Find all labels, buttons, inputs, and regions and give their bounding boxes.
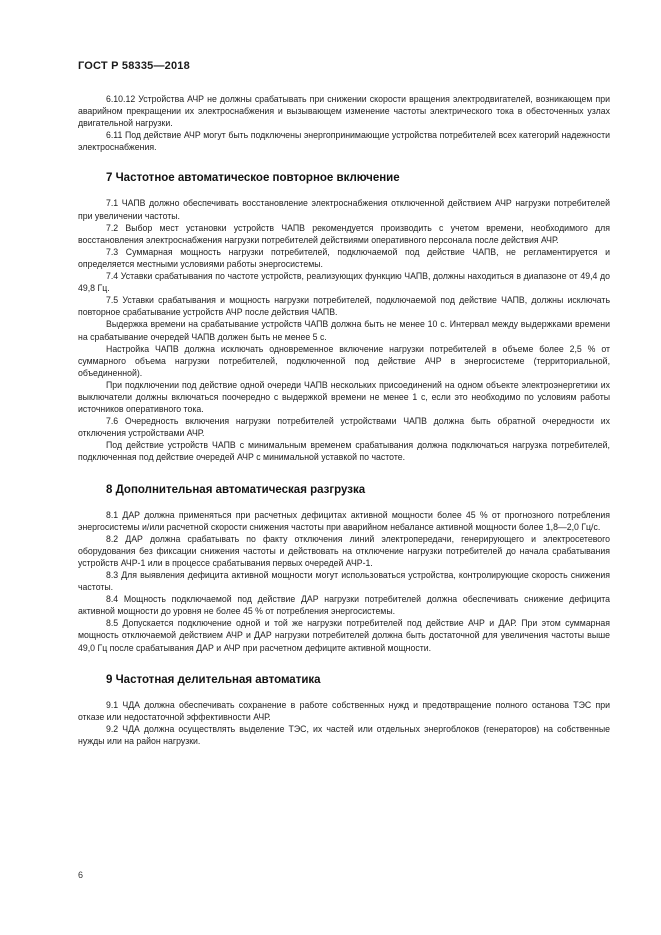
paragraph: 8.3 Для выявления дефицита активной мощности могут использоваться устройства, контролирующие скорость снижения частоты. xyxy=(78,570,610,593)
paragraph: 8.2 ДАР должна срабатывать по факту отключения линий электропередачи, генерирующего и электросетевого оборудования без фиксации снижения частоты и действовать на отключение нагрузки потребителей до начала срабатывания устройств АЧР-1 или в процессе срабатывания первых очередей АЧР-1. xyxy=(78,533,610,568)
paragraph: При подключении под действие одной очереди ЧАПВ нескольких присоединений на одном объекте электроэнергетики их выключатели должны включаться поочередно с выдержкой времени не менее 1 с, если это необходимо по условиям работы источников оперативного тока. xyxy=(78,379,610,415)
paragraph: 8.1 ДАР должна применяться при расчетных дефицитах активной мощности более 45 % от прогнозного потребления энергосистемы и/или расчетной скорости снижения частоты при аварийном небалансе активной мощности более 1,8—2,0 Гц/с. xyxy=(78,509,610,532)
section-8-heading: 8 Дополнительная автоматическая разгрузка xyxy=(106,483,366,496)
paragraph: 7.6 Очередность включения нагрузки потребителей устройствами ЧАПВ должна быть обратной очередности их отключения устройствами АЧР. xyxy=(78,416,610,439)
paragraph: Настройка ЧАПВ должна исключать одновременное включение нагрузки потребителей в объеме более 2,5 % от суммарного объема нагрузки потребителей, подключенной под действие АЧР в энергосистеме (территориальной, объединенной). xyxy=(78,343,610,378)
paragraph: Под действие устройств ЧАПВ с минимальным временем срабатывания должна подключаться нагрузка потребителей, подключенная под действие очередей АЧР с минимальной уставкой по частоте. xyxy=(78,440,610,463)
document-body xyxy=(78,93,610,747)
section-7-heading: 7 Частотное автоматическое повторное включение xyxy=(106,172,400,185)
paragraph: 7.4 Уставки срабатывания по частоте устройств, реализующих функцию ЧАПВ, должны находиться в диапазоне от 49,4 до 49,8 Гц. xyxy=(78,271,610,294)
paragraph: 6.10.12 Устройства АЧР не должны срабатывать при снижении скорости вращения электродвигателей, возникающем при аварийном прекращении их электроснабжения и вызывающем изменение частоты электрического тока в обесточенных узлах двигательной нагрузки. xyxy=(78,94,610,129)
paragraph: 7.5 Уставки срабатывания и мощность нагрузки потребителей, подключаемой под действие ЧАПВ, должны исключать повторное срабатывание устройств АЧР после действия ЧАПВ. xyxy=(78,295,610,318)
paragraph: 9.2 ЧДА должна осуществлять выделение ТЭС, их частей или отдельных энергоблоков (генераторов) на собственные нужды или на район нагрузки. xyxy=(78,723,610,746)
page-number: 6 xyxy=(78,870,84,880)
paragraph: 7.2 Выбор мест установки устройств ЧАПВ рекомендуется производить с учетом времени, необходимого для восстановления электроснабжения нагрузки потребителей действиями оперативного персонала после действия АЧР. xyxy=(78,222,610,245)
paragraph: 8.4 Мощность подключаемой под действие ДАР нагрузки потребителей должна обеспечивать снижение дефицита активной мощности до уровня не более 45 % от потребления энергосистемы. xyxy=(78,594,610,617)
document-header: ГОСТ Р 58335—2018 xyxy=(78,60,190,72)
paragraph: Выдержка времени на срабатывание устройств ЧАПВ должна быть не менее 10 с. Интервал между выдержками времени на срабатывание очередей ЧАПВ должен быть не менее 5 с. xyxy=(78,319,610,342)
paragraph: 6.11 Под действие АЧР могут быть подключены энергопринимающие устройства потребителей всех категорий надежности электроснабжения. xyxy=(78,130,610,153)
paragraph: 7.1 ЧАПВ должно обеспечивать восстановление электроснабжения отключенной действием АЧР нагрузки потребителей при увеличении частоты. xyxy=(78,198,610,221)
section-9-heading: 9 Частотная делительная автоматика xyxy=(106,673,321,686)
paragraph: 9.1 ЧДА должна обеспечивать сохранение в работе собственных нужд и предотвращение полного останова ТЭС при отказе или недостаточной эффективности АЧР. xyxy=(78,699,610,722)
paragraph: 8.5 Допускается подключение одной и той же нагрузки потребителей под действие АЧР и ДАР. При этом суммарная мощность отключаемой действием АЧР и ДАР нагрузки потребителей должна быть достаточной для увеличения частоты выше 49,0 Гц после срабатывания ДАР и АЧР при расчетном дефиците активной мощности. xyxy=(78,618,610,653)
paragraph: 7.3 Суммарная мощность нагрузки потребителей, подключаемой под действие ЧАПВ, не регламентируется и определяется местными условиями работы энергосистемы. xyxy=(78,246,610,269)
